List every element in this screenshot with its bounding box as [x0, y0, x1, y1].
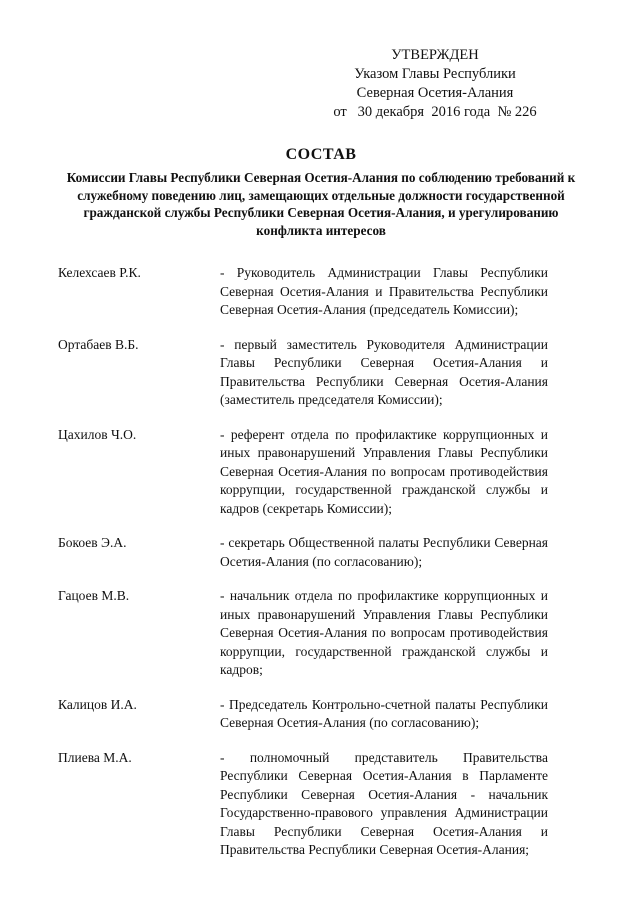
member-role: - Руководитель Администрации Главы Республики Северная Осетия-Алания и Правительства Республики Северная Осетия-Алания (председатель Комиссии); — [220, 265, 548, 317]
approval-region: Северная Осетия-Алания — [356, 85, 514, 101]
approval-decree: Указом Главы Республики — [354, 66, 516, 82]
approval-stamp — [330, 46, 540, 122]
member-row — [58, 264, 548, 320]
member-row — [58, 534, 548, 571]
member-row — [58, 749, 548, 860]
member-name: Гацоев М.В. — [58, 588, 130, 603]
member-role: - Председатель Контрольно-счетной палаты Республики Северная Осетия-Алания (по согласованию); — [220, 696, 548, 730]
member-name: Цахилов Ч.О. — [58, 426, 137, 442]
member-name: Келехсаев Р.К. — [58, 265, 141, 280]
member-name: Бокоев Э.А. — [58, 535, 127, 550]
member-name: Ортабаев В.Б. — [58, 336, 139, 352]
member-role: - секретарь Общественной палаты Республики Северная Осетия-Алания (по согласованию); — [220, 535, 548, 569]
member-role: - референт отдела по профилактике коррупционных и иных правонарушений Управления Главы Республики Северная Осетия-Алания по вопросам противодействия коррупции, государственной гражданской службы и кадров (секретарь Комиссии); — [220, 426, 548, 516]
approval-date: от 30 декабря 2016 года № 226 — [333, 104, 537, 120]
member-role: - начальник отдела по профилактике коррупционных и иных правонарушений Управления Главы Республики Северная Осетия-Алания по вопросам противодействия коррупции, государственной гражданской службы и кадров; — [220, 588, 548, 677]
member-role: - первый заместитель Руководителя Администрации Главы Республики Северная Осетия-Алания и Правительства Республики Северная Осетия-Алания (заместитель председателя Комиссии); — [220, 336, 548, 407]
commission-members-list — [58, 264, 548, 876]
member-row — [58, 696, 548, 733]
document-subtitle: Комиссии Главы Республики Северная Осетия-Алания по соблюдению требований к служебному поведению лиц, замещающих отдельные должности государственной гражданской службы Республики Северная Осетия-Алания, и урегулированию конфликта интересов — [66, 170, 576, 238]
member-row — [58, 587, 548, 680]
document-heading: СОСТАВ — [285, 146, 357, 163]
document-title — [58, 146, 584, 239]
member-role: - полномочный представитель Правительства Республики Северная Осетия-Алания в Парламенте Республики Северная Осетия-Алания - начальник Государственно-правового управления Администрации Главы Республики Северная Осетия-Алания и Правительства Республики Северная Осетия-Алания; — [220, 749, 548, 857]
approval-title: УТВЕРЖДЕН — [391, 47, 479, 63]
member-row — [58, 426, 548, 519]
member-name: Плиева М.А. — [58, 749, 132, 765]
member-name: Калицов И.А. — [58, 696, 137, 712]
member-row — [58, 336, 548, 410]
